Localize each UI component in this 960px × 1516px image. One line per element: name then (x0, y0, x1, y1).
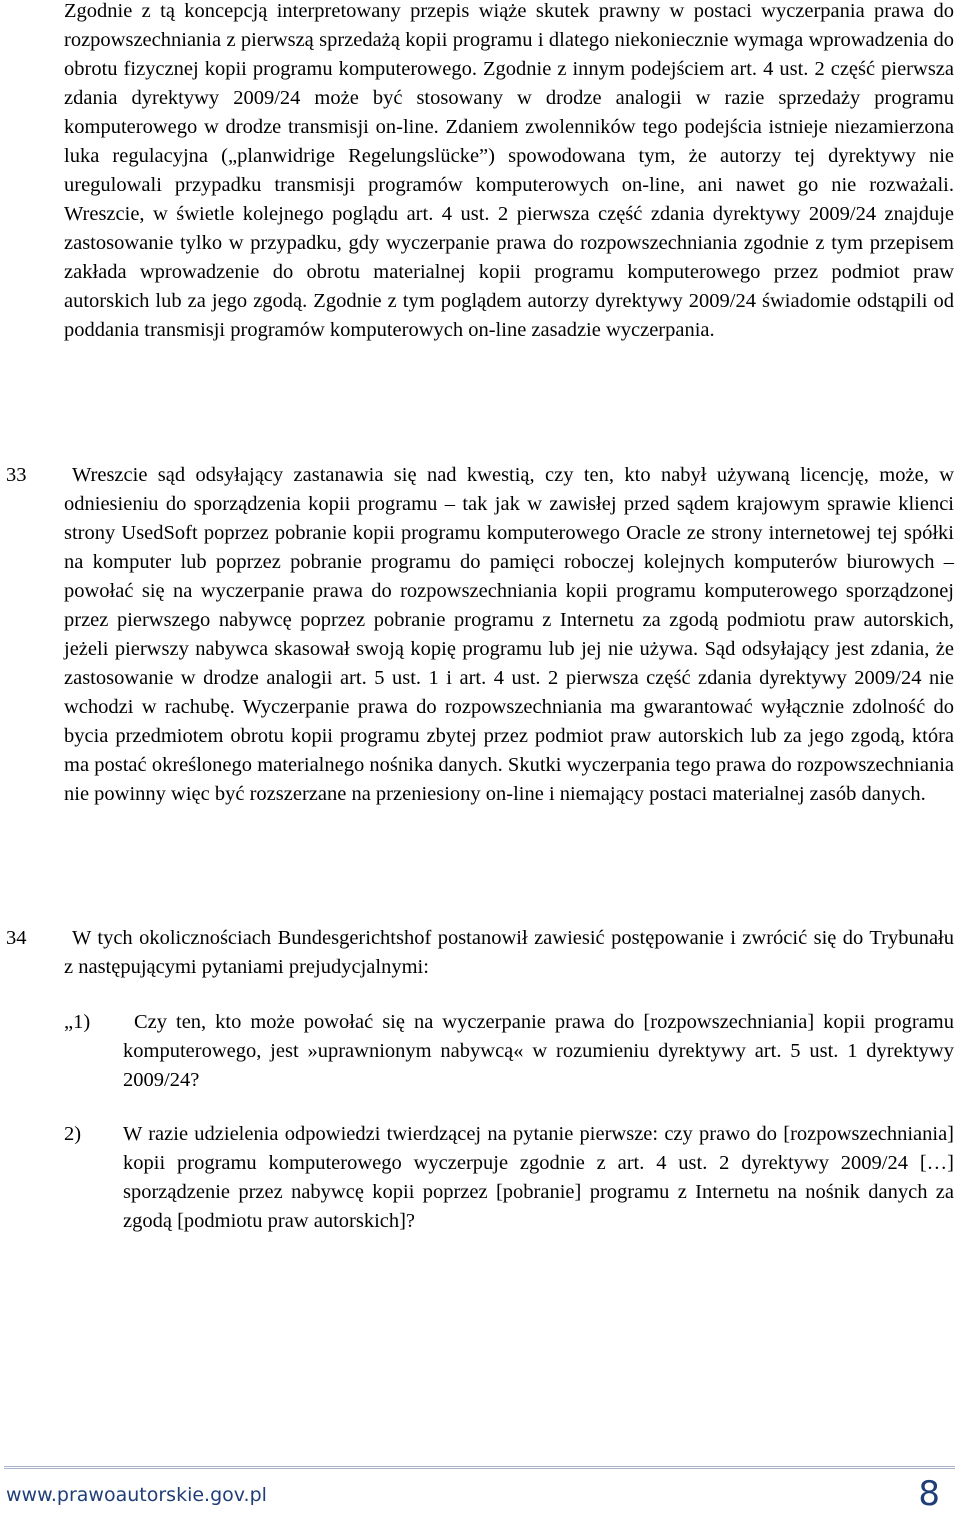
paragraph-34-text: W tych okolicznościach Bundesgerichtshof postanowił zawiesić postępowanie i zwrócić się do Trybunału z następującymi pytaniami prejudycjalnymi: (64, 927, 954, 978)
paragraph-continued: Zgodnie z tą koncepcją interpretowany przepis wiąże skutek prawny w postaci wyczerpania prawa do rozpowszechniania z pierwszą sprzedażą kopii programu i dlatego niekoniecznie wymaga wprowadzenia do obrotu fizycznej kopii programu komputerowego. Zgodnie z innym podejściem art. 4 ust. 2 część pierwsza zdania dyrektywy 2009/24 może być stosowany w drodze analogii w razie sprzedaży programu komputerowego w drodze transmisji on-line. Zdaniem zwolenników tego podejścia istnieje niezamierzona luka regulacyjna („planwidrige Regelungslücke”) spowodowana tym, że autorzy tej dyrektywy nie uregulowali przypadku transmisji programów komputerowych on-line, ani nawet go nie rozważali. Wreszcie, w świetle kolejnego poglądu art. 4 ust. 2 pierwsza część zdania dyrektywy 2009/24 znajduje zastosowanie tylko w przypadku, gdy wyczerpanie prawa do rozpowszechniania zgodnie z tym przepisem zakłada wprowadzenie do obrotu materialnej kopii programu komputerowego przez podmiot praw autorskich lub za jego zgodą. Zgodnie z tym poglądem autorzy dyrektywy 2009/24 świadomie odstąpili od poddania transmisji programów komputerowych on-line zasadzie wyczerpania. (64, 0, 954, 341)
paragraph-number-34: 34 (6, 927, 27, 949)
question-number-2: 2) (64, 1123, 82, 1145)
paragraph-number-33: 33 (6, 464, 27, 486)
question-1-text: Czy ten, kto może powołać się na wyczerpanie prawa do [rozpowszechniania] kopii programu komputerowego, jest »uprawnionym nabywcą« w rozumieniu dyrektywy art. 5 ust. 1 dyrektywy 2009/24? (123, 1011, 954, 1091)
question-number-1: „1) (64, 1011, 91, 1033)
page-number: 8 (918, 1474, 940, 1514)
question-2-text: W razie udzielenia odpowiedzi twierdzącej na pytanie pierwsze: czy prawo do [rozpowszechniania] kopii programu komputerowego wyczerpuje zgodnie z art. 4 ust. 2 dyrektywy 2009/24 […] sporządzenie przez nabywcę kopii poprzez [pobranie] programu z Internetu na nośnik danych za zgodą [podmiotu praw autorskich]? (123, 1123, 954, 1232)
paragraph-33-text: Wreszcie sąd odsyłający zastanawia się nad kwestią, czy ten, kto nabył używaną licencję, może, w odniesieniu do sporządzenia kopii programu – tak jak w zawisłej przed sądem krajowym sprawie klienci strony UsedSoft poprzez pobranie kopii programu komputerowego Oracle ze strony internetowej tej spółki na komputer lub poprzez pobranie programu do pamięci roboczej kolejnych komputerów biurowych – powołać się na wyczerpanie prawa do rozpowszechniania kopii programu komputerowego sporządzonej przez pierwszego nabywcę poprzez pobranie programu z Internetu za zgodą podmiotu praw autorskich, jeżeli pierwszy nabywca skasował swoją kopię programu lub jej nie używa. Sąd odsyłający jest zdania, że zastosowanie w drodze analogii art. 5 ust. 1 i art. 4 ust. 2 pierwsza część zdania dyrektywy 2009/24 nie wchodzi w rachubę. Wyczerpanie prawa do rozpowszechniania ma gwarantować wyłącznie zdolność do bycia przedmiotem obrotu kopii programu zbytej przez podmiot praw autorskich lub za jego zgodą, która ma postać określonego materialnego nośnika danych. Skutki wyczerpania tego prawa do rozpowszechniania nie powinny więc być rozszerzane na przeniesiony on-line i niemający postaci materialnej zasób danych. (64, 464, 954, 805)
footer-divider (4, 1466, 955, 1469)
footer-website-link[interactable]: www.prawoautorskie.gov.pl (6, 1484, 267, 1506)
